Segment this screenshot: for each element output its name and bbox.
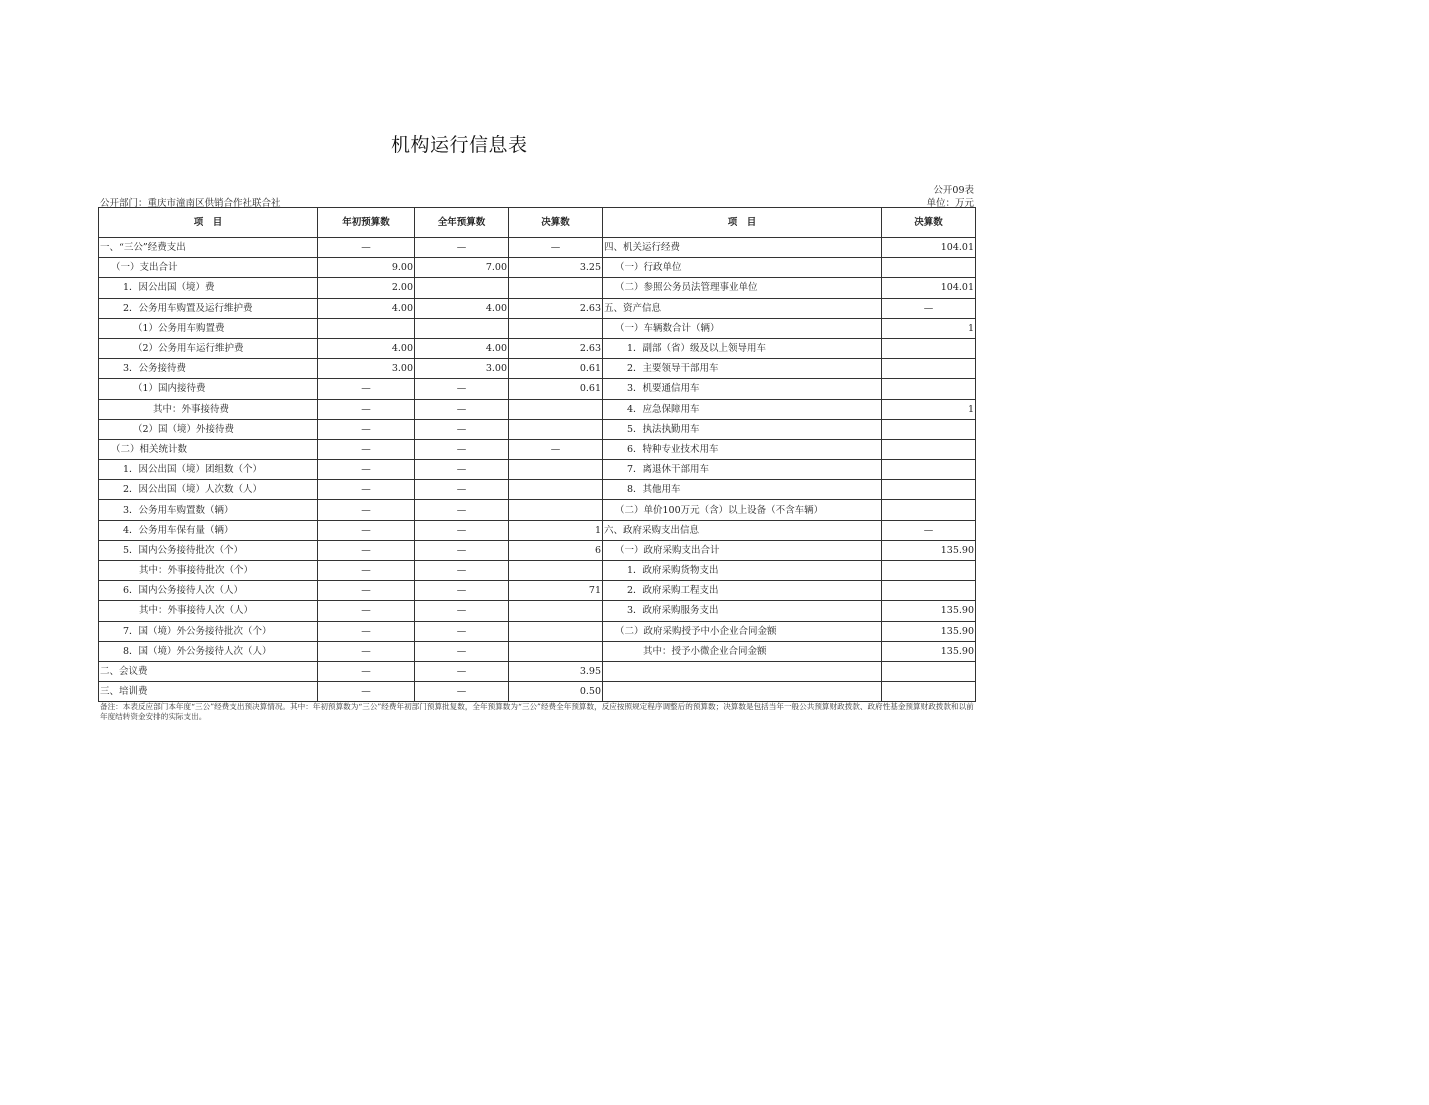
table-row <box>99 621 976 641</box>
initial-budget-cell: — <box>318 439 415 459</box>
initial-budget-cell: — <box>318 682 415 702</box>
right-item-cell: （一）政府采购支出合计 <box>603 540 882 560</box>
header-item-left: 项 目 <box>99 208 318 238</box>
right-final-amount-cell <box>882 439 976 459</box>
table-row <box>99 601 976 621</box>
initial-budget-cell: — <box>318 238 415 258</box>
annual-budget-cell: — <box>415 460 509 480</box>
left-item-cell: （2）国（境）外接待费 <box>99 419 318 439</box>
left-item-cell: 3．公务用车购置数（辆） <box>99 500 318 520</box>
table-row <box>99 500 976 520</box>
right-item-cell: 其中：授予小微企业合同金额 <box>603 641 882 661</box>
right-item-cell: 五、资产信息 <box>603 298 882 318</box>
header-final-left: 决算数 <box>509 208 603 238</box>
annual-budget-cell: — <box>415 601 509 621</box>
annual-budget-cell: — <box>415 439 509 459</box>
initial-budget-cell: — <box>318 399 415 419</box>
table-row <box>99 460 976 480</box>
right-final-amount-cell <box>882 661 976 681</box>
annual-budget-cell: — <box>415 540 509 560</box>
annual-budget-cell: — <box>415 238 509 258</box>
right-item-cell: 8．其他用车 <box>603 480 882 500</box>
right-final-amount-cell: 104.01 <box>882 278 976 298</box>
right-final-amount-cell <box>882 460 976 480</box>
right-final-amount-cell <box>882 338 976 358</box>
initial-budget-cell: — <box>318 621 415 641</box>
right-item-cell: （二）参照公务员法管理事业单位 <box>603 278 882 298</box>
table-row <box>99 661 976 681</box>
annual-budget-cell: — <box>415 520 509 540</box>
final-amount-cell: 71 <box>509 581 603 601</box>
right-final-amount-cell: 135.90 <box>882 601 976 621</box>
final-amount-cell: — <box>509 238 603 258</box>
right-item-cell: 四、机关运行经费 <box>603 238 882 258</box>
left-item-cell: 其中：外事接待费 <box>99 399 318 419</box>
initial-budget-cell: — <box>318 561 415 581</box>
table-row <box>99 439 976 459</box>
final-amount-cell: 3.95 <box>509 661 603 681</box>
initial-budget-cell: — <box>318 641 415 661</box>
left-item-cell: （1）公务用车购置费 <box>99 318 318 338</box>
final-amount-cell: 0.61 <box>509 379 603 399</box>
right-item-cell: 六、政府采购支出信息 <box>603 520 882 540</box>
initial-budget-cell <box>318 318 415 338</box>
annual-budget-cell: — <box>415 561 509 581</box>
left-item-cell: （1）国内接待费 <box>99 379 318 399</box>
annual-budget-cell: — <box>415 682 509 702</box>
initial-budget-cell: — <box>318 661 415 681</box>
right-final-amount-cell <box>882 359 976 379</box>
left-item-cell: 2．因公出国（境）人次数（人） <box>99 480 318 500</box>
right-final-amount-cell: — <box>882 520 976 540</box>
initial-budget-cell: — <box>318 379 415 399</box>
annual-budget-cell: — <box>415 419 509 439</box>
right-final-amount-cell <box>882 581 976 601</box>
final-amount-cell <box>509 500 603 520</box>
initial-budget-cell: 3.00 <box>318 359 415 379</box>
final-amount-cell <box>509 621 603 641</box>
final-amount-cell <box>509 278 603 298</box>
initial-budget-cell: 2.00 <box>318 278 415 298</box>
table-row <box>99 238 976 258</box>
initial-budget-cell: — <box>318 460 415 480</box>
right-item-cell: 2．主要领导干部用车 <box>603 359 882 379</box>
right-item-cell: （一）行政单位 <box>603 258 882 278</box>
right-item-cell: 4．应急保障用车 <box>603 399 882 419</box>
annual-budget-cell: 7.00 <box>415 258 509 278</box>
left-item-cell: 8．国（境）外公务接待人次（人） <box>99 641 318 661</box>
annual-budget-cell: — <box>415 621 509 641</box>
annual-budget-cell: — <box>415 500 509 520</box>
right-final-amount-cell: 1 <box>882 399 976 419</box>
right-item-cell: 3．政府采购服务支出 <box>603 601 882 621</box>
right-final-amount-cell <box>882 419 976 439</box>
table-row <box>99 379 976 399</box>
initial-budget-cell: — <box>318 601 415 621</box>
right-final-amount-cell: — <box>882 298 976 318</box>
right-final-amount-cell <box>882 379 976 399</box>
left-item-cell: （2）公务用车运行维护费 <box>99 338 318 358</box>
table-row <box>99 258 976 278</box>
annual-budget-cell: 3.00 <box>415 359 509 379</box>
left-item-cell: 1．因公出国（境）团组数（个） <box>99 460 318 480</box>
right-final-amount-cell: 104.01 <box>882 238 976 258</box>
table-row <box>99 641 976 661</box>
annual-budget-cell: — <box>415 661 509 681</box>
table-footnote: 备注：本表反应部门本年度“三公”经费支出预决算情况。其中：年初预算数为“三公”经费年初部门预算批复数，全年预算数为“三公”经费全年预算数，反应按照规定程序调整后的预算数；决算数是包括当年一般公共预算财政拨款、政府性基金预算财政拨款和以前年度结转资金安排的实际支出。 <box>100 702 974 721</box>
left-item-cell: 1．因公出国（境）费 <box>99 278 318 298</box>
left-item-cell: 其中：外事接待批次（个） <box>99 561 318 581</box>
right-item-cell: 3．机要通信用车 <box>603 379 882 399</box>
left-item-cell: 其中：外事接待人次（人） <box>99 601 318 621</box>
table-row <box>99 399 976 419</box>
annual-budget-cell: 4.00 <box>415 338 509 358</box>
final-amount-cell <box>509 480 603 500</box>
initial-budget-cell: — <box>318 520 415 540</box>
annual-budget-cell: — <box>415 480 509 500</box>
initial-budget-cell: — <box>318 540 415 560</box>
annual-budget-cell: 4.00 <box>415 298 509 318</box>
right-item-cell: 1．政府采购货物支出 <box>603 561 882 581</box>
right-final-amount-cell: 135.90 <box>882 621 976 641</box>
final-amount-cell <box>509 561 603 581</box>
department-label: 公开部门：重庆市潼南区供销合作社联合社 <box>100 198 281 209</box>
table-row <box>99 338 976 358</box>
right-item-cell: 1．副部（省）级及以上领导用车 <box>603 338 882 358</box>
info-table <box>98 207 976 702</box>
right-final-amount-cell <box>882 480 976 500</box>
right-item-cell: （二）单价100万元（含）以上设备（不含车辆） <box>603 500 882 520</box>
right-final-amount-cell <box>882 258 976 278</box>
form-number: 公开09表 <box>933 185 974 196</box>
right-item-cell: （二）政府采购授予中小企业合同金额 <box>603 621 882 641</box>
annual-budget-cell <box>415 278 509 298</box>
right-item-cell <box>603 682 882 702</box>
initial-budget-cell: 4.00 <box>318 298 415 318</box>
initial-budget-cell: 9.00 <box>318 258 415 278</box>
final-amount-cell <box>509 419 603 439</box>
initial-budget-cell: — <box>318 419 415 439</box>
final-amount-cell: 3.25 <box>509 258 603 278</box>
right-item-cell <box>603 661 882 681</box>
final-amount-cell <box>509 641 603 661</box>
final-amount-cell: 1 <box>509 520 603 540</box>
left-item-cell: 三、培训费 <box>99 682 318 702</box>
initial-budget-cell: — <box>318 500 415 520</box>
right-final-amount-cell <box>882 682 976 702</box>
right-final-amount-cell: 135.90 <box>882 641 976 661</box>
annual-budget-cell <box>415 318 509 338</box>
table-row <box>99 581 976 601</box>
header-item-right: 项 目 <box>603 208 882 238</box>
initial-budget-cell: — <box>318 581 415 601</box>
final-amount-cell: 2.63 <box>509 338 603 358</box>
right-item-cell: （一）车辆数合计（辆） <box>603 318 882 338</box>
final-amount-cell: 6 <box>509 540 603 560</box>
unit-label: 单位：万元 <box>926 198 974 209</box>
right-item-cell: 7．离退休干部用车 <box>603 460 882 480</box>
left-item-cell: 3．公务接待费 <box>99 359 318 379</box>
right-item-cell: 2．政府采购工程支出 <box>603 581 882 601</box>
final-amount-cell: 2.63 <box>509 298 603 318</box>
table-row <box>99 682 976 702</box>
annual-budget-cell: — <box>415 641 509 661</box>
right-final-amount-cell: 1 <box>882 318 976 338</box>
table-row <box>99 359 976 379</box>
left-item-cell: 二、会议费 <box>99 661 318 681</box>
page-title: 机构运行信息表 <box>391 134 528 156</box>
header-annual-budget: 全年预算数 <box>415 208 509 238</box>
initial-budget-cell: 4.00 <box>318 338 415 358</box>
left-item-cell: 7．国（境）外公务接待批次（个） <box>99 621 318 641</box>
table-row <box>99 540 976 560</box>
final-amount-cell: 0.50 <box>509 682 603 702</box>
left-item-cell: （二）相关统计数 <box>99 439 318 459</box>
final-amount-cell <box>509 601 603 621</box>
final-amount-cell <box>509 318 603 338</box>
table-row <box>99 298 976 318</box>
right-final-amount-cell <box>882 561 976 581</box>
header-final-right: 决算数 <box>882 208 976 238</box>
left-item-cell: 2．公务用车购置及运行维护费 <box>99 298 318 318</box>
final-amount-cell: 0.61 <box>509 359 603 379</box>
left-item-cell: （一）支出合计 <box>99 258 318 278</box>
left-item-cell: 一、“三公”经费支出 <box>99 238 318 258</box>
right-final-amount-cell: 135.90 <box>882 540 976 560</box>
table-row <box>99 419 976 439</box>
annual-budget-cell: — <box>415 399 509 419</box>
final-amount-cell <box>509 399 603 419</box>
left-item-cell: 6．国内公务接待人次（人） <box>99 581 318 601</box>
table-row <box>99 278 976 298</box>
header-initial-budget: 年初预算数 <box>318 208 415 238</box>
table-row <box>99 318 976 338</box>
table-header-row <box>99 208 976 238</box>
left-item-cell: 4．公务用车保有量（辆） <box>99 520 318 540</box>
right-item-cell: 5．执法执勤用车 <box>603 419 882 439</box>
final-amount-cell <box>509 460 603 480</box>
table-row <box>99 520 976 540</box>
table-row <box>99 561 976 581</box>
final-amount-cell: — <box>509 439 603 459</box>
table-row <box>99 480 976 500</box>
annual-budget-cell: — <box>415 379 509 399</box>
left-item-cell: 5．国内公务接待批次（个） <box>99 540 318 560</box>
initial-budget-cell: — <box>318 480 415 500</box>
right-item-cell: 6．特种专业技术用车 <box>603 439 882 459</box>
right-final-amount-cell <box>882 500 976 520</box>
annual-budget-cell: — <box>415 581 509 601</box>
